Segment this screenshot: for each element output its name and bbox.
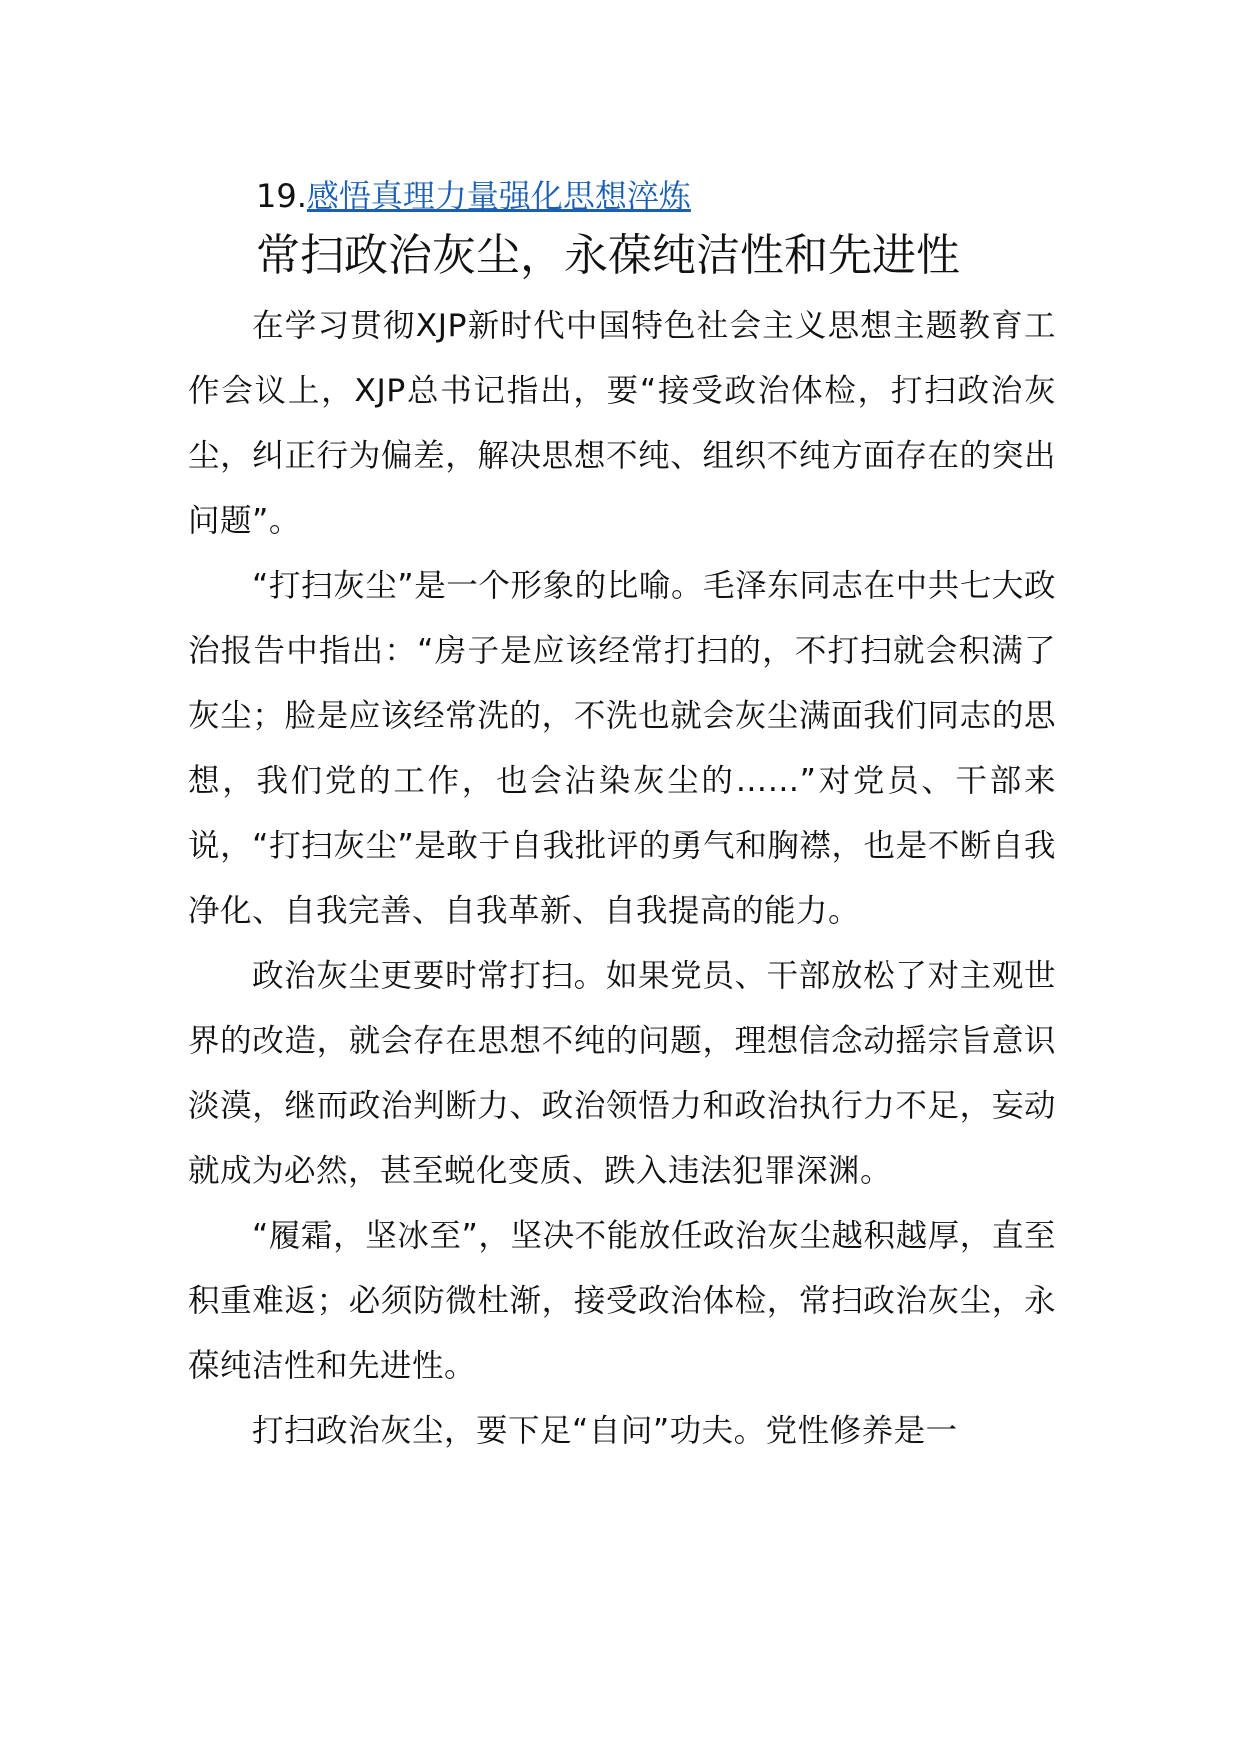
paragraph-2: “打扫灰尘”是一个形象的比喻。毛泽东同志在中共七大政治报告中指出：“房子是应该经常打扫的，不打扫就会积满了灰尘；脸是应该经常洗的，不洗也就会灰尘满面我们同志的思想，我们党的工作，也会沾染灰尘的……”对党员、干部来说，“打扫灰尘”是敢于自我批评的勇气和胸襟，也是不断自我净化、自我完善、自我革新、自我提高的能力。 bbox=[188, 568, 1056, 929]
toc-heading bbox=[256, 172, 1056, 220]
article-title: 常扫政治灰尘，永葆纯洁性和先进性 bbox=[256, 230, 960, 281]
paragraph-3: 政治灰尘更要时常打扫。如果党员、干部放松了对主观世界的改造，就会存在思想不纯的问题，理想信念动摇宗旨意识淡漠，继而政治判断力、政治领悟力和政治执行力不足，妄动就成为必然，甚至蜕化变质、跌入违法犯罪深渊。 bbox=[188, 958, 1056, 1189]
document-page bbox=[188, 172, 1056, 1464]
toc-number: 19. bbox=[256, 177, 307, 215]
paragraph-5: 打扫政治灰尘，要下足“自问”功夫。党性修养是一 bbox=[252, 1413, 958, 1449]
paragraph-1: 在学习贯彻XJP新时代中国特色社会主义思想主题教育工作会议上，XJP总书记指出，要“接受政治体检，打扫政治灰尘，纠正行为偏差，解决思想不纯、组织不纯方面存在的突出问题”。 bbox=[188, 308, 1056, 539]
paragraph-4: “履霜，坚冰至”，坚决不能放任政治灰尘越积越厚，直至积重难返；必须防微杜渐，接受政治体检，常扫政治灰尘，永葆纯洁性和先进性。 bbox=[188, 1218, 1056, 1384]
toc-link[interactable]: 感悟真理力量强化思想淬炼 bbox=[306, 177, 691, 215]
